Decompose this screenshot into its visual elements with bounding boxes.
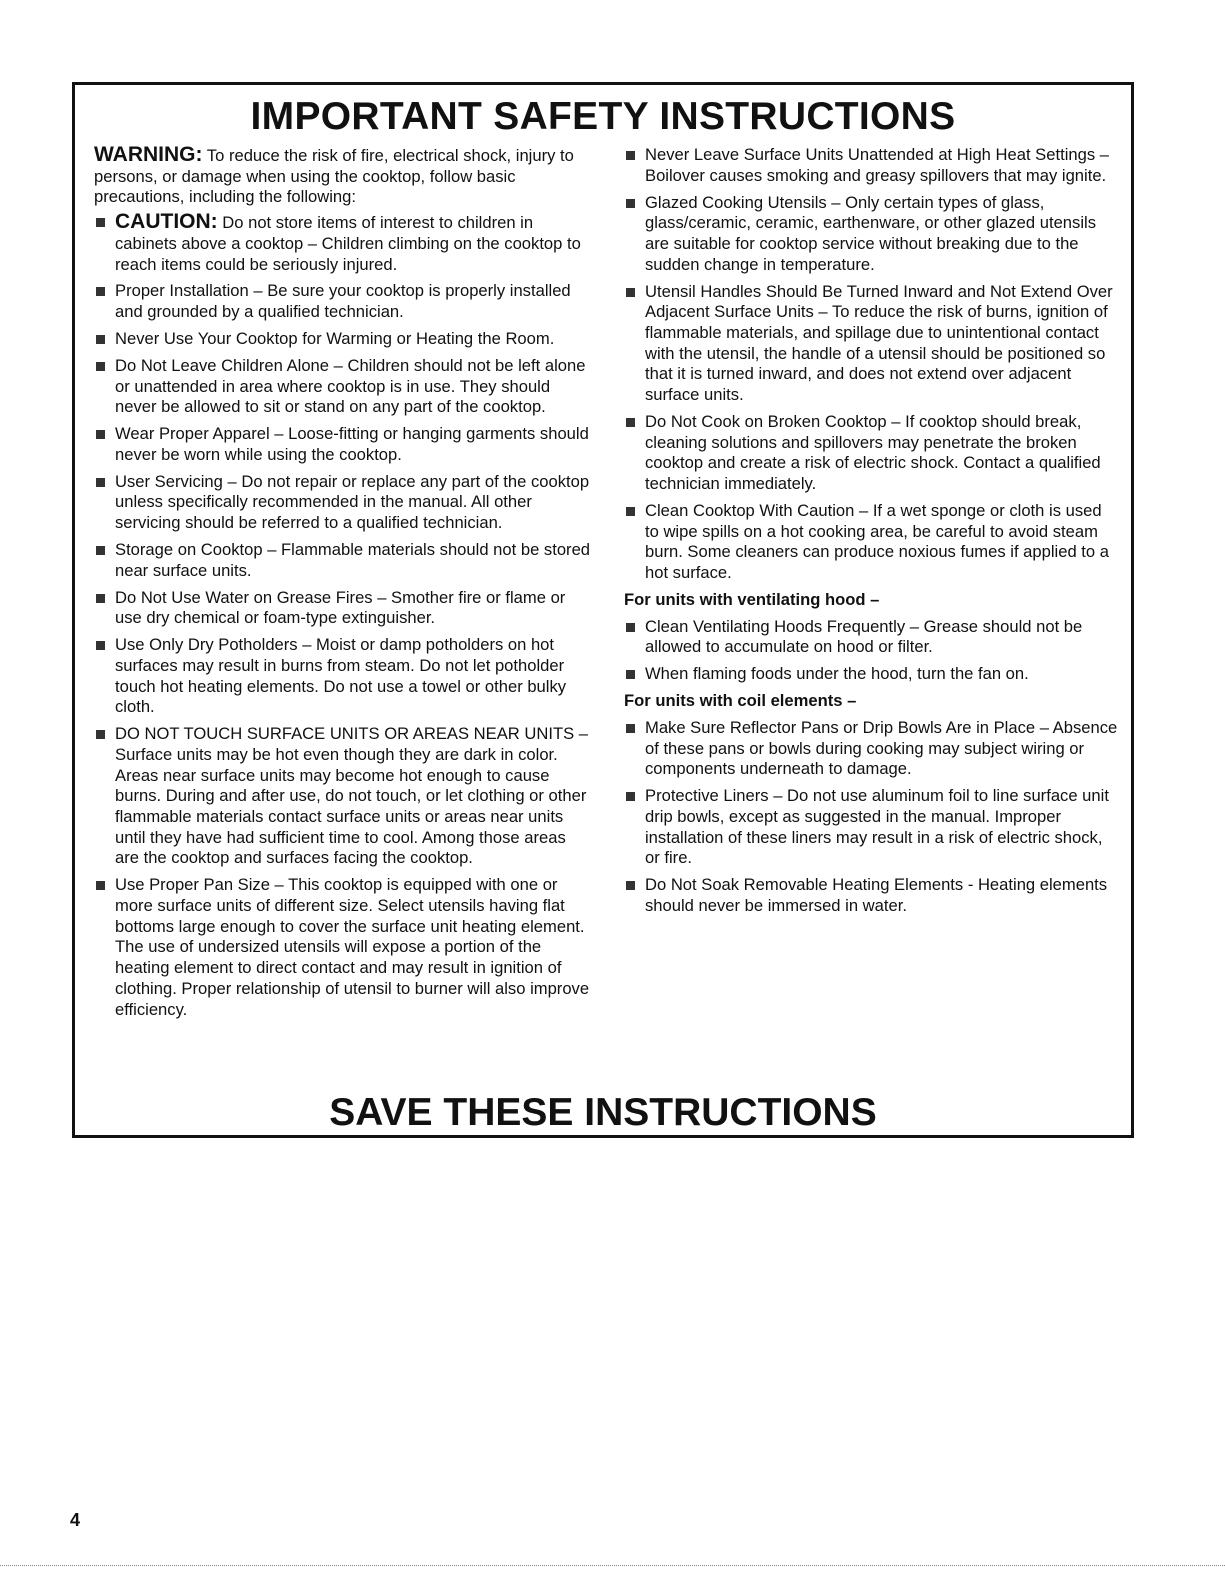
bullet-icon <box>626 670 635 679</box>
list-item-text: Clean Ventilating Hoods Frequently – Grease should not be allowed to accumulate on hood or filter. <box>645 616 1083 657</box>
list-item-text: User Servicing – Do not repair or replace any part of the cooktop unless specifically recommended in the manual. All other servicing should be referred to a qualified technician. <box>115 471 590 533</box>
list-item <box>624 875 1119 916</box>
left-list <box>94 212 592 1020</box>
list-item <box>624 501 1119 584</box>
list-item <box>624 412 1119 495</box>
bullet-icon <box>626 151 635 160</box>
bullet-icon <box>626 792 635 801</box>
list-item <box>94 588 592 629</box>
bullet-icon <box>626 724 635 733</box>
save-instructions-title: SAVE THESE INSTRUCTIONS <box>329 1091 877 1134</box>
bullet-icon <box>626 199 635 208</box>
list-item <box>94 281 592 322</box>
bullet-icon <box>626 881 635 890</box>
list-item <box>624 664 1119 685</box>
list-item-text: Do Not Use Water on Grease Fires – Smother fire or flame or use dry chemical or foam-type extinguisher. <box>115 587 566 628</box>
right-column <box>624 145 1119 923</box>
right-list <box>624 145 1119 584</box>
bullet-icon <box>626 623 635 632</box>
list-item <box>94 472 592 534</box>
list-item-text: Never Use Your Cooktop for Warming or Heating the Room. <box>115 329 555 348</box>
page-title: IMPORTANT SAFETY INSTRUCTIONS <box>250 95 956 138</box>
bullet-icon <box>96 218 105 227</box>
list-item-text: Do Not Cook on Broken Cooktop – If cooktop should break, cleaning solutions and spillovers may penetrate the broken cooktop and create a risk of electric shock. Contact a qualified technician immediately. <box>645 412 1101 494</box>
list-item <box>94 329 592 350</box>
list-item <box>94 635 592 718</box>
bullet-icon <box>626 288 635 297</box>
list-item <box>94 212 592 275</box>
hood-list <box>624 617 1119 685</box>
list-item-text: Do Not Soak Removable Heating Elements - Heating elements should never be immersed in water. <box>645 875 1108 915</box>
bullet-icon <box>626 507 635 516</box>
list-item <box>94 356 592 418</box>
bullet-icon <box>96 594 105 603</box>
bullet-icon <box>96 641 105 650</box>
bullet-icon <box>96 430 105 439</box>
caution-text: Do not store items of interest to children in cabinets above a cooktop – Children climbing on the cooktop to reach items could be seriously injured. <box>115 213 581 274</box>
list-item <box>94 540 592 581</box>
list-item <box>624 718 1119 780</box>
list-item <box>624 282 1119 406</box>
bullet-icon <box>96 546 105 555</box>
list-item-text: Do Not Leave Children Alone – Children should not be left alone or unattended in area where cooktop is in use. They should never be allowed to sit or stand on any part of the cooktop. <box>115 355 586 417</box>
coil-heading: For units with coil elements – <box>624 691 857 711</box>
list-item <box>624 617 1119 658</box>
list-item-text: Use Proper Pan Size – This cooktop is equipped with one or more surface units of different size. Select utensils having flat bottoms large enough to cover the surface unit heating element. The use of undersized utensils will expose a portion of the heating element to direct contact and may result in ignition of clothing. Proper relationship of utensil to burner will also improve efficiency. <box>115 875 590 1019</box>
warning-label: WARNING: <box>94 143 203 166</box>
bottom-dotted-rule <box>0 1565 1225 1566</box>
list-item-text: Wear Proper Apparel – Loose-fitting or hanging garments should never be worn while using the cooktop. <box>115 424 589 464</box>
list-item <box>94 424 592 465</box>
bullet-icon <box>626 418 635 427</box>
list-item <box>624 786 1119 869</box>
bullet-icon <box>96 478 105 487</box>
list-item-text: Clean Cooktop With Caution – If a wet sponge or cloth is used to wipe spills on a hot cooking area, be careful to avoid steam burn. Some cleaners can produce noxious fumes if applied to a hot surface. <box>645 501 1109 583</box>
list-item-text: DO NOT TOUCH SURFACE UNITS OR AREAS NEAR UNITS – Surface units may be hot even though they are dark in color. Areas near surface units may become hot enough to cause burns. During and after use, do not touch, or let clothing or other flammable materials contact surface units or areas near units until they have had sufficient time to cool. Among those areas are the cooktop and surfaces facing the cooktop. <box>115 724 589 868</box>
left-column <box>94 145 592 1026</box>
list-item-text: Proper Installation – Be sure your cooktop is properly installed and grounded by a qualified technician. <box>115 281 571 322</box>
list-item-text: Glazed Cooking Utensils – Only certain types of glass, glass/ceramic, ceramic, earthenware, or other glazed utensils are suitable for cooktop service without breaking due to the sudden change in temperature. <box>645 192 1096 274</box>
warning-paragraph <box>94 145 592 208</box>
list-item <box>624 193 1119 276</box>
list-item-text: Utensil Handles Should Be Turned Inward and Not Extend Over Adjacent Surface Units – To reduce the risk of burns, ignition of flammable materials, and spillage due to unintentional contact with the utensil, the handle of a utensil should be positioned so that it is turned inward, and does not extend over adjacent surface units. <box>645 281 1113 405</box>
coil-list <box>624 718 1119 917</box>
list-item-text: When flaming foods under the hood, turn the fan on. <box>645 664 1029 684</box>
hood-heading: For units with ventilating hood – <box>624 590 880 609</box>
bullet-icon <box>96 287 105 296</box>
safety-instructions-box <box>72 82 1134 1138</box>
list-item <box>94 724 592 869</box>
caution-label: CAUTION: <box>115 210 218 234</box>
list-item-text: Storage on Cooktop – Flammable materials should not be stored near surface units. <box>115 540 591 580</box>
bullet-icon <box>96 362 105 371</box>
warning-text: To reduce the risk of fire, electrical shock, injury to persons, or damage when using the cooktop, follow basic precautions, including the following: <box>94 146 574 207</box>
page-number: 4 <box>70 1510 81 1530</box>
list-item-text: Protective Liners – Do not use aluminum foil to line surface unit drip bowls, except as suggested in the manual. Improper installation of these liners may result in a risk of electric shock, or fire. <box>645 786 1109 868</box>
list-item-text: Never Leave Surface Units Unattended at High Heat Settings – Boilover causes smoking and greasy spillovers that may ignite. <box>645 145 1109 185</box>
bullet-icon <box>96 881 105 890</box>
list-item <box>624 145 1119 186</box>
bullet-icon <box>96 335 105 344</box>
list-item-text: Make Sure Reflector Pans or Drip Bowls Are in Place – Absence of these pans or bowls during cooking may subject wiring or components underneath to damage. <box>645 717 1118 779</box>
list-item <box>94 875 592 1020</box>
list-item-text: Use Only Dry Potholders – Moist or damp potholders on hot surfaces may result in burns from steam. Do not let potholder touch hot heating elements. Do not use a towel or other bulky cloth. <box>115 635 567 717</box>
bullet-icon <box>96 730 105 739</box>
